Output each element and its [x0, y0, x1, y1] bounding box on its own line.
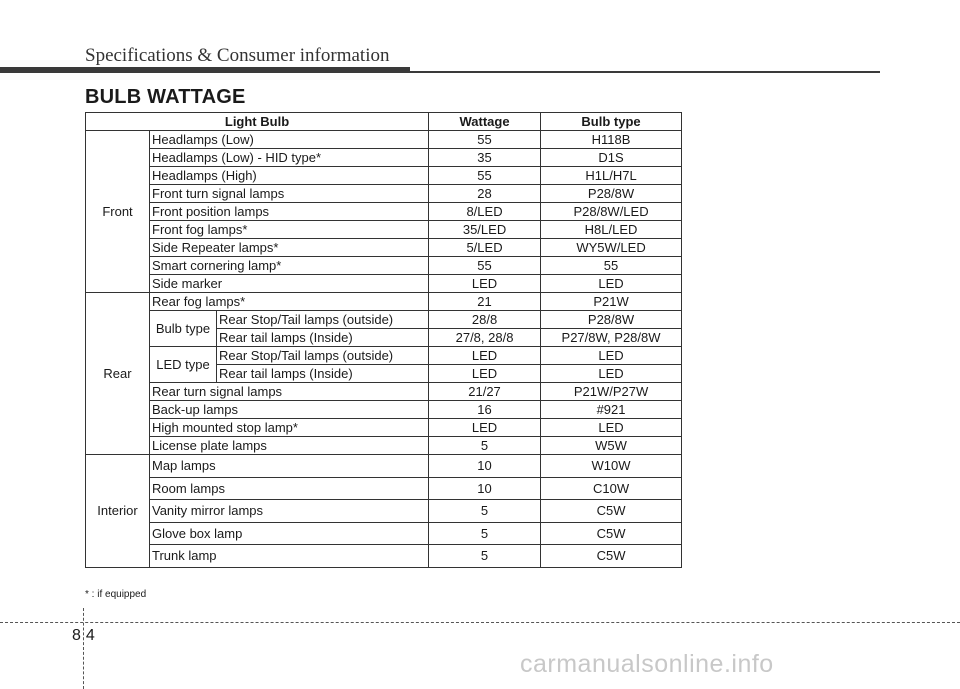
lamp-name: Rear Stop/Tail lamps (outside): [217, 311, 429, 329]
lamp-wattage: 16: [429, 401, 541, 419]
lamp-bulb-type: P28/8W/LED: [541, 203, 682, 221]
group-label-front: Front: [86, 131, 150, 293]
footer-vertical-divider: [83, 608, 84, 689]
table-row: [86, 293, 682, 311]
lamp-bulb-type: P28/8W: [541, 185, 682, 203]
lamp-bulb-type: C5W: [541, 545, 682, 568]
page-number: 84: [72, 627, 100, 644]
lamp-bulb-type: 55: [541, 257, 682, 275]
table-row: [86, 275, 682, 293]
footer-divider: [0, 622, 960, 623]
page-heading: BULB WATTAGE: [85, 86, 246, 108]
lamp-wattage: 8/LED: [429, 203, 541, 221]
col-header-light-bulb: Light Bulb: [86, 113, 429, 131]
lamp-bulb-type: P21W: [541, 293, 682, 311]
lamp-bulb-type: WY5W/LED: [541, 239, 682, 257]
lamp-name: Side marker: [150, 275, 429, 293]
section-title: Specifications & Consumer information: [85, 45, 390, 66]
lamp-name: Room lamps: [150, 477, 429, 500]
lamp-wattage: 5: [429, 437, 541, 455]
lamp-name: Rear tail lamps (Inside): [217, 365, 429, 383]
lamp-bulb-type: LED: [541, 347, 682, 365]
lamp-bulb-type: H1L/H7L: [541, 167, 682, 185]
table-header-row: [86, 113, 682, 131]
table-row: [86, 545, 682, 568]
lamp-name: License plate lamps: [150, 437, 429, 455]
lamp-bulb-type: H8L/LED: [541, 221, 682, 239]
table-row: [86, 185, 682, 203]
footnote: * : if equipped: [85, 589, 147, 600]
lamp-wattage: 28/8: [429, 311, 541, 329]
subgroup-label-bulb-type: Bulb type: [150, 311, 217, 347]
lamp-wattage: 5: [429, 545, 541, 568]
lamp-name: Front position lamps: [150, 203, 429, 221]
lamp-wattage: 35: [429, 149, 541, 167]
table-row: [86, 500, 682, 523]
table-row: [86, 257, 682, 275]
table-row: [86, 437, 682, 455]
lamp-wattage: 27/8, 28/8: [429, 329, 541, 347]
table-row: [86, 522, 682, 545]
lamp-bulb-type: #921: [541, 401, 682, 419]
lamp-wattage: 5/LED: [429, 239, 541, 257]
lamp-wattage: 10: [429, 455, 541, 478]
lamp-name: Back-up lamps: [150, 401, 429, 419]
table-row: [86, 239, 682, 257]
lamp-name: Rear Stop/Tail lamps (outside): [217, 347, 429, 365]
lamp-name: Map lamps: [150, 455, 429, 478]
lamp-bulb-type: C5W: [541, 522, 682, 545]
lamp-bulb-type: LED: [541, 419, 682, 437]
header-rule-thick: [0, 67, 410, 73]
lamp-wattage: 28: [429, 185, 541, 203]
watermark-text: carmanualsonline.info: [520, 650, 774, 678]
table-row: [86, 455, 682, 478]
lamp-wattage: 55: [429, 167, 541, 185]
lamp-wattage: LED: [429, 275, 541, 293]
lamp-name: Headlamps (High): [150, 167, 429, 185]
table-row: [86, 419, 682, 437]
lamp-bulb-type: W5W: [541, 437, 682, 455]
lamp-wattage: 55: [429, 257, 541, 275]
lamp-name: Front turn signal lamps: [150, 185, 429, 203]
col-header-wattage: Wattage: [429, 113, 541, 131]
table-row: [86, 383, 682, 401]
lamp-wattage: LED: [429, 347, 541, 365]
lamp-bulb-type: LED: [541, 365, 682, 383]
lamp-name: Side Repeater lamps*: [150, 239, 429, 257]
lamp-wattage: 21: [429, 293, 541, 311]
lamp-name: Rear fog lamps*: [150, 293, 429, 311]
lamp-wattage: 5: [429, 522, 541, 545]
lamp-wattage: 5: [429, 500, 541, 523]
lamp-bulb-type: LED: [541, 275, 682, 293]
group-label-rear: Rear: [86, 293, 150, 455]
table-row: [86, 477, 682, 500]
lamp-bulb-type: C10W: [541, 477, 682, 500]
lamp-name: Glove box lamp: [150, 522, 429, 545]
lamp-wattage: LED: [429, 365, 541, 383]
header-rule-thin: [410, 71, 880, 73]
lamp-name: Trunk lamp: [150, 545, 429, 568]
table-row: [86, 221, 682, 239]
bulb-wattage-table: [85, 112, 682, 568]
lamp-bulb-type: P27/8W, P28/8W: [541, 329, 682, 347]
lamp-wattage: 55: [429, 131, 541, 149]
table-row: [86, 131, 682, 149]
lamp-bulb-type: C5W: [541, 500, 682, 523]
group-label-interior: Interior: [86, 455, 150, 568]
lamp-name: Vanity mirror lamps: [150, 500, 429, 523]
lamp-name: Headlamps (Low): [150, 131, 429, 149]
table-row: [86, 149, 682, 167]
lamp-name: High mounted stop lamp*: [150, 419, 429, 437]
lamp-name: Rear tail lamps (Inside): [217, 329, 429, 347]
table-row: [86, 401, 682, 419]
table-row: [86, 347, 682, 365]
lamp-wattage: 35/LED: [429, 221, 541, 239]
lamp-bulb-type: P21W/P27W: [541, 383, 682, 401]
lamp-wattage: 10: [429, 477, 541, 500]
lamp-wattage: LED: [429, 419, 541, 437]
lamp-bulb-type: P28/8W: [541, 311, 682, 329]
lamp-bulb-type: H118B: [541, 131, 682, 149]
lamp-name: Front fog lamps*: [150, 221, 429, 239]
table-row: [86, 203, 682, 221]
subgroup-label-led-type: LED type: [150, 347, 217, 383]
table-row: [86, 311, 682, 329]
lamp-name: Rear turn signal lamps: [150, 383, 429, 401]
table-row: [86, 167, 682, 185]
lamp-name: Smart cornering lamp*: [150, 257, 429, 275]
col-header-bulb-type: Bulb type: [541, 113, 682, 131]
lamp-wattage: 21/27: [429, 383, 541, 401]
lamp-name: Headlamps (Low) - HID type*: [150, 149, 429, 167]
lamp-bulb-type: W10W: [541, 455, 682, 478]
lamp-bulb-type: D1S: [541, 149, 682, 167]
